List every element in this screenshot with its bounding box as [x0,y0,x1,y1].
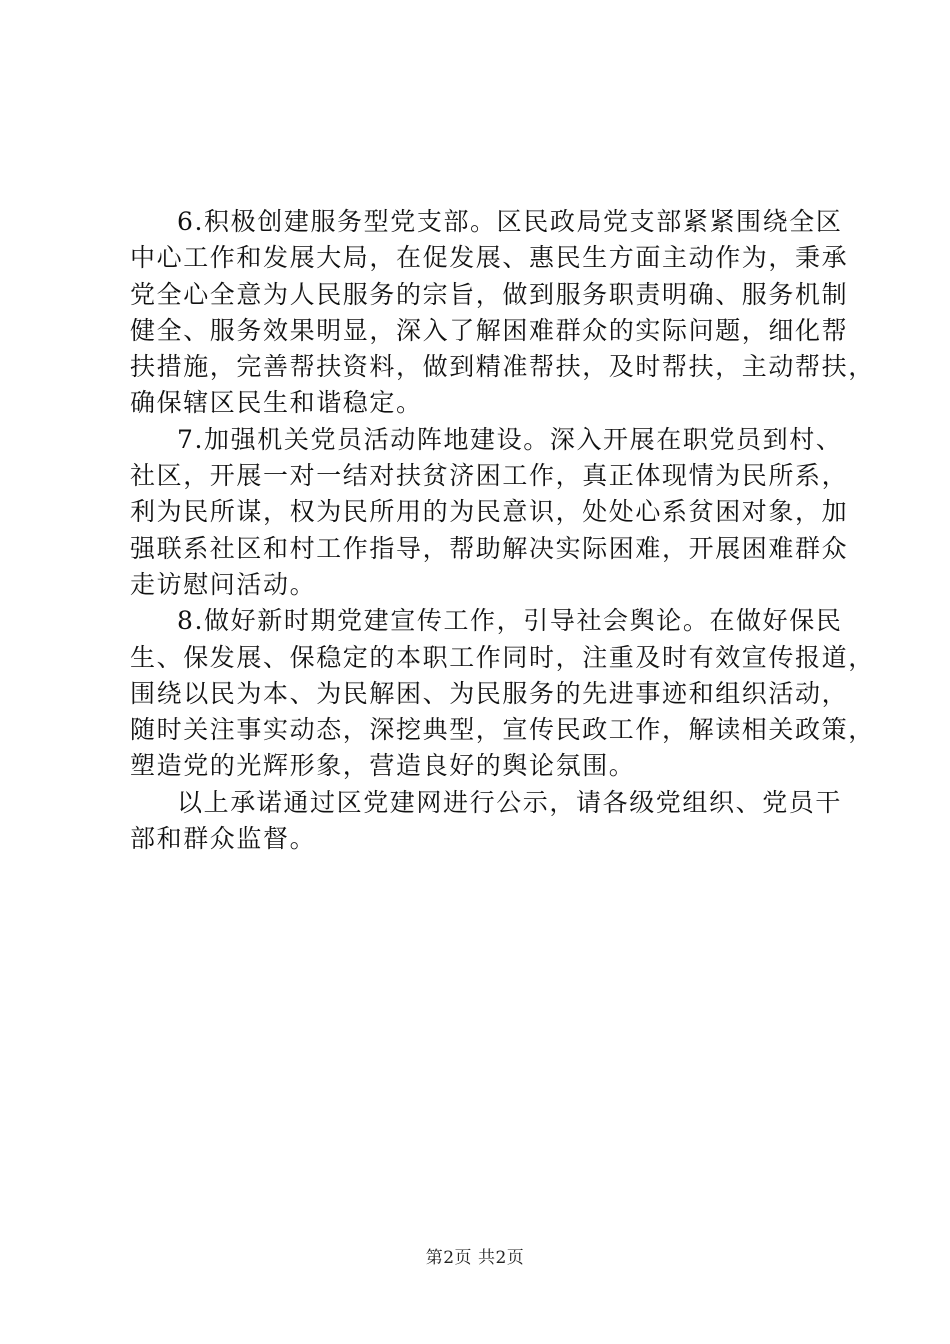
text-line: 中心工作和发展大局，在促发展、惠民生方面主动作为，秉承 [130,243,849,273]
text-line: 党全心全意为人民服务的宗旨，做到服务职责明确、服务机制 [130,279,849,309]
paragraph-item-8 [130,603,875,784]
text-line: 社区，开展一对一结对扶贫济困工作，真正体现情为民所系， [130,461,849,491]
text-line: 健全、服务效果明显，深入了解困难群众的实际问题，细化帮 [130,315,849,345]
text-line: 生、保发展、保稳定的本职工作同时，注重及时有效宣传报道， [130,642,875,672]
paragraph-closing [130,785,843,858]
text-line: 7.加强机关党员活动阵地建设。深入开展在职党员到村、 [177,424,843,454]
text-line: 以上承诺通过区党建网进行公示，请各级党组织、党员干 [177,787,843,817]
text-line: 确保辖区民生和谐稳定。 [130,388,423,418]
text-line: 塑造党的光辉形象，营造良好的舆论氛围。 [130,751,636,781]
text-line: 8.做好新时期党建宣传工作，引导社会舆论。在做好保民 [177,606,843,636]
document-body [130,204,875,857]
text-line: 扶措施，完善帮扶资料，做到精准帮扶，及时帮扶，主动帮扶， [130,352,875,382]
text-line: 利为民所谋，权为民所用的为民意识，处处心系贫困对象，加 [130,497,849,527]
paragraph-item-7 [130,422,849,603]
text-line: 6.积极创建服务型党支部。区民政局党支部紧紧围绕全区 [177,207,843,236]
paragraph-item-6 [130,204,875,422]
text-line: 随时关注事实动态，深挖典型，宣传民政工作，解读相关政策， [130,715,875,745]
text-line: 部和群众监督。 [130,824,317,854]
page-number-footer: 第2页 共2页 [425,1248,525,1268]
text-line: 走访慰问活动。 [130,569,317,599]
text-line: 强联系社区和村工作指导，帮助解决实际困难，开展困难群众 [130,533,849,563]
text-line: 围绕以民为本、为民解困、为民服务的先进事迹和组织活动， [130,678,849,708]
